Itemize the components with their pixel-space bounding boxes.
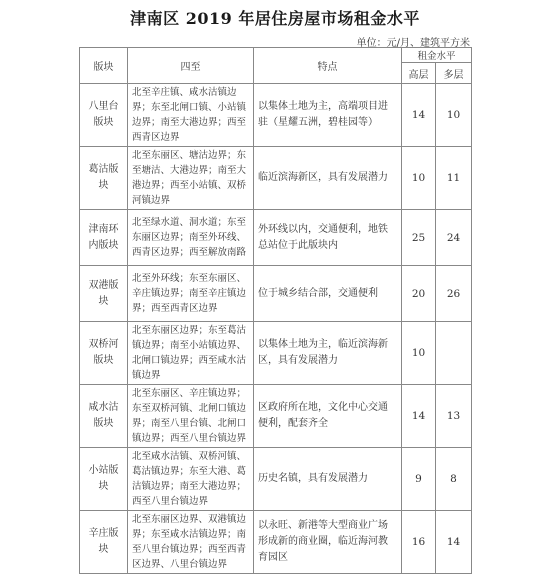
cell-bounds: 北至外环线；东至东丽区、辛庄镇边界；南至辛庄镇边界；西至西青区边界: [128, 266, 254, 322]
header-rent-level: 租金水平: [402, 48, 472, 63]
cell-multi: 14: [436, 511, 472, 574]
header-high-rise: 高层: [402, 63, 436, 84]
cell-bounds: 北至东丽区边界、双港镇边界；东至咸水沽镇边界；南至八里台镇边界；西至西青区边界、八里台镇边界: [128, 511, 254, 574]
cell-high: 14: [402, 84, 436, 147]
header-bounds: 四至: [128, 48, 254, 84]
cell-block: 津南环内版块: [80, 210, 128, 266]
cell-multi: 10: [436, 84, 472, 147]
table-row: [80, 385, 472, 448]
cell-block: 八里台版块: [80, 84, 128, 147]
cell-block: 葛沽版块: [80, 147, 128, 210]
header-feature: 特点: [254, 48, 402, 84]
cell-high: 10: [402, 147, 436, 210]
cell-multi: 26: [436, 266, 472, 322]
cell-high: 20: [402, 266, 436, 322]
table-row: [80, 147, 472, 210]
cell-bounds: 北至东丽区、塘沽边界；东至塘沽、大港边界；南至大港边界；西至小站镇、双桥河镇边界: [128, 147, 254, 210]
cell-bounds: 北至绿水道、洞水道；东至东丽区边界；南至外环线、西青区边界；西至解放南路: [128, 210, 254, 266]
table-row: [80, 266, 472, 322]
cell-multi: [436, 322, 472, 385]
cell-block: 双桥河版块: [80, 322, 128, 385]
cell-feature: 历史名镇，具有发展潜力: [254, 448, 402, 511]
cell-multi: 13: [436, 385, 472, 448]
cell-block: 双港版块: [80, 266, 128, 322]
cell-feature: 以集体土地为主，高端项目进驻（星耀五洲，碧桂园等）: [254, 84, 402, 147]
header-multi-storey: 多层: [436, 63, 472, 84]
cell-feature: 区政府所在地，文化中心交通便利，配套齐全: [254, 385, 402, 448]
cell-multi: 8: [436, 448, 472, 511]
cell-feature: 以集体土地为主，临近滨海新区，具有发展潜力: [254, 322, 402, 385]
cell-block: 小站版块: [80, 448, 128, 511]
table-row: [80, 448, 472, 511]
header-block: 版块: [80, 48, 128, 84]
cell-block: 咸水沽版块: [80, 385, 128, 448]
cell-feature: 临近滨海新区，具有发展潜力: [254, 147, 402, 210]
cell-multi: 11: [436, 147, 472, 210]
cell-bounds: 北至辛庄镇、咸水沽镇边界；东至北闸口镇、小站镇边界；南至大港边界；西至西青区边界: [128, 84, 254, 147]
unit-note: 单位：元/月、建筑平方米: [356, 38, 470, 49]
table-row: [80, 210, 472, 266]
cell-high: 9: [402, 448, 436, 511]
rent-table: [79, 47, 472, 574]
table-row: [80, 322, 472, 385]
cell-feature: 以永旺、新港等大型商业广场形成新的商业圈，临近海河教育园区: [254, 511, 402, 574]
table-row: [80, 84, 472, 147]
cell-bounds: 北至咸水沽镇、双桥河镇、葛沽镇边界；东至大港、葛沽镇边界；南至大港边界；西至八里台镇边界: [128, 448, 254, 511]
table-row: [80, 511, 472, 574]
cell-block: 辛庄版块: [80, 511, 128, 574]
cell-bounds: 北至东丽区边界；东至葛沽镇边界；南至小站镇边界、北闸口镇边界；西至咸水沽镇边界: [128, 322, 254, 385]
cell-high: 14: [402, 385, 436, 448]
page-title: 津南区 2019 年居住房屋市场租金水平: [130, 9, 420, 28]
cell-high: 25: [402, 210, 436, 266]
cell-feature: 外环线以内，交通便利，地铁总站位于此版块内: [254, 210, 402, 266]
cell-bounds: 北至东丽区、辛庄镇边界；东至双桥河镇、北闸口镇边界；南至八里台镇、北闸口镇边界；西至八里台镇边界: [128, 385, 254, 448]
cell-multi: 24: [436, 210, 472, 266]
cell-feature: 位于城乡结合部，交通便利: [254, 266, 402, 322]
cell-high: 10: [402, 322, 436, 385]
cell-high: 16: [402, 511, 436, 574]
